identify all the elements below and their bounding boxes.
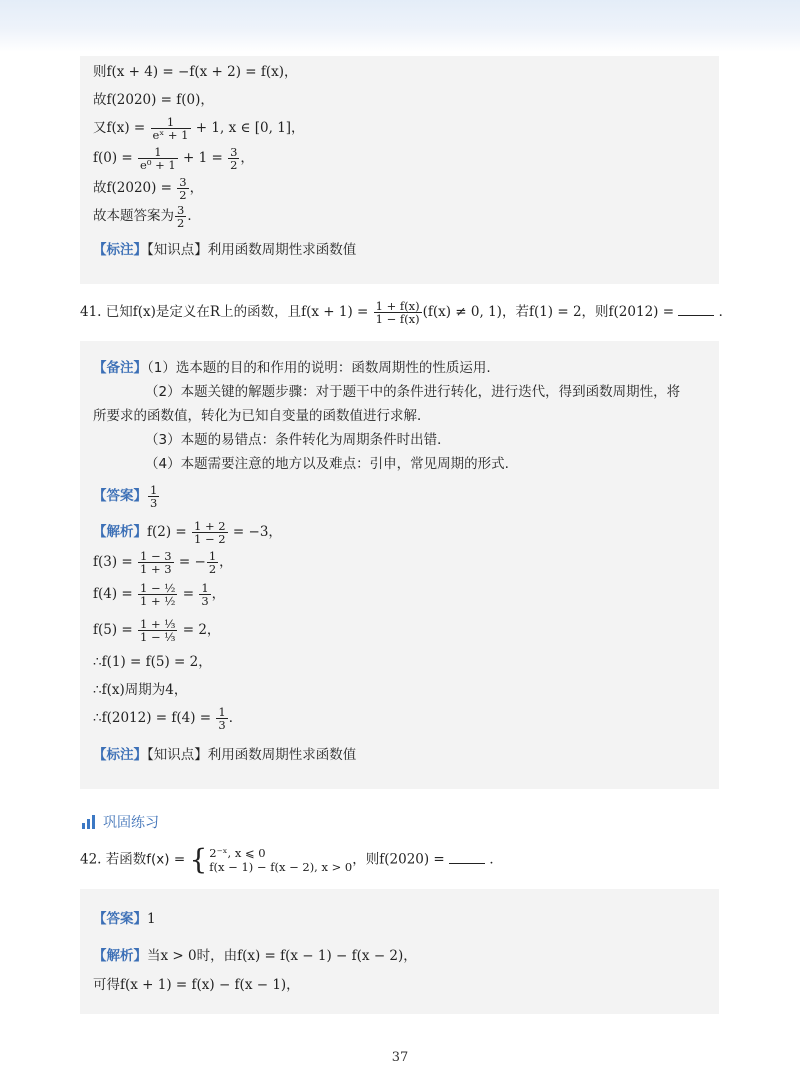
solution-line: 则f(x + 4) = −f(x + 2) = f(x)，	[93, 64, 298, 80]
solution-line: ∴f(x)周期为4，	[93, 682, 188, 698]
tag-line: 【标注】【知识点】利用函数周期性求函数值	[93, 747, 357, 763]
note-line: （2）本题关键的解题步骤：对于题干中的条件进行转化，进行迭代，得到函数周期性，将	[145, 384, 681, 400]
answer-label: 【答案】	[93, 488, 147, 504]
answer-line: 【答案】1	[93, 911, 156, 927]
solution-line: f(3) = $\frac{1 - 3}{1 + 3}$ = − $\frac{1}{2}$ ，	[93, 549, 233, 576]
solution-line: f(0) = $\frac{1}{\text{e⁰ + 1}}$ + 1 = $\frac{3}{2}$ ，	[93, 145, 254, 172]
brace-symbol: {	[189, 843, 208, 876]
note-line: 【备注】（1）选本题的目的和作用的说明：函数周期性的性质运用.	[93, 360, 491, 376]
answer-label: 【答案】	[93, 911, 147, 927]
analysis-label: 【解析】	[93, 524, 147, 540]
solution-line: f(5) = $\frac{\text{1 + ⅓}}{\text{1 − ⅓}}$ = 2，	[93, 617, 221, 644]
solution-line: f(4) = $\frac{\text{1 − ½}}{\text{1 + ½}}$ = $\frac{1}{3}$ ，	[93, 581, 226, 608]
solution-line: 故f(2020) = f(0)，	[93, 92, 214, 108]
bar-chart-icon	[82, 815, 95, 829]
question-42: 42. 若函数f(x) = { 2⁻ˣ, x ⩽ 0 f(x − 1) − f(x − 2), x > 0 ，则f(2020) = ．	[80, 843, 503, 876]
answer-blank	[449, 851, 485, 864]
answer-line: 【答案】 $\frac{1}{3}$	[93, 483, 158, 510]
solution-line: 【解析】f(2) = $\frac{1 + 2}{1 - 2}$ = −3，	[93, 519, 282, 546]
solution-line: 故本题答案为 $\frac{3}{2}$ ．	[93, 203, 201, 230]
tag-label: 【标注】	[93, 747, 147, 763]
solution-line: ∴f(1) = f(5) = 2，	[93, 654, 212, 670]
page-number: 37	[391, 1050, 409, 1065]
note-line: （3）本题的易错点：条件转化为周期条件时出错．	[145, 432, 451, 448]
solution-line: 故f(2020) = $\frac{3}{2}$ ，	[93, 175, 204, 202]
section-heading	[82, 812, 159, 832]
solution-line: 又f(x) = $\frac{1}{\text{eˣ + 1}}$ + 1, x ∈ [0, 1]，	[93, 115, 305, 142]
note-line: （4）本题需要注意的地方以及难点：引申，常见周期的形式.	[145, 456, 509, 472]
header-band	[0, 0, 800, 52]
question-41: 41. 已知f(x)是定义在R上的函数，且f(x + 1) = $\frac{1 + f(x)}{1 - f(x)}$ (f(x) ≠ 0, 1)，若f(1) = 2，则f(2012) = ．	[80, 299, 733, 326]
note-label: 【备注】	[93, 360, 147, 376]
solution-line: 可得f(x + 1) = f(x) − f(x − 1)，	[93, 977, 300, 993]
solution-line: 【解析】当x > 0时，由f(x) = f(x − 1) − f(x − 2)，	[93, 948, 417, 964]
answer-blank	[678, 303, 714, 316]
tag-label: 【标注】	[93, 242, 147, 258]
solution-line: ∴f(2012) = f(4) = $\frac{1}{3}$ ．	[93, 705, 243, 732]
analysis-label: 【解析】	[93, 948, 147, 964]
note-line: 所要求的函数值，转化为已知自变量的函数值进行求解．	[93, 408, 431, 424]
section-title: 巩固练习	[103, 815, 159, 831]
tag-line: 【标注】【知识点】利用函数周期性求函数值	[93, 242, 357, 258]
